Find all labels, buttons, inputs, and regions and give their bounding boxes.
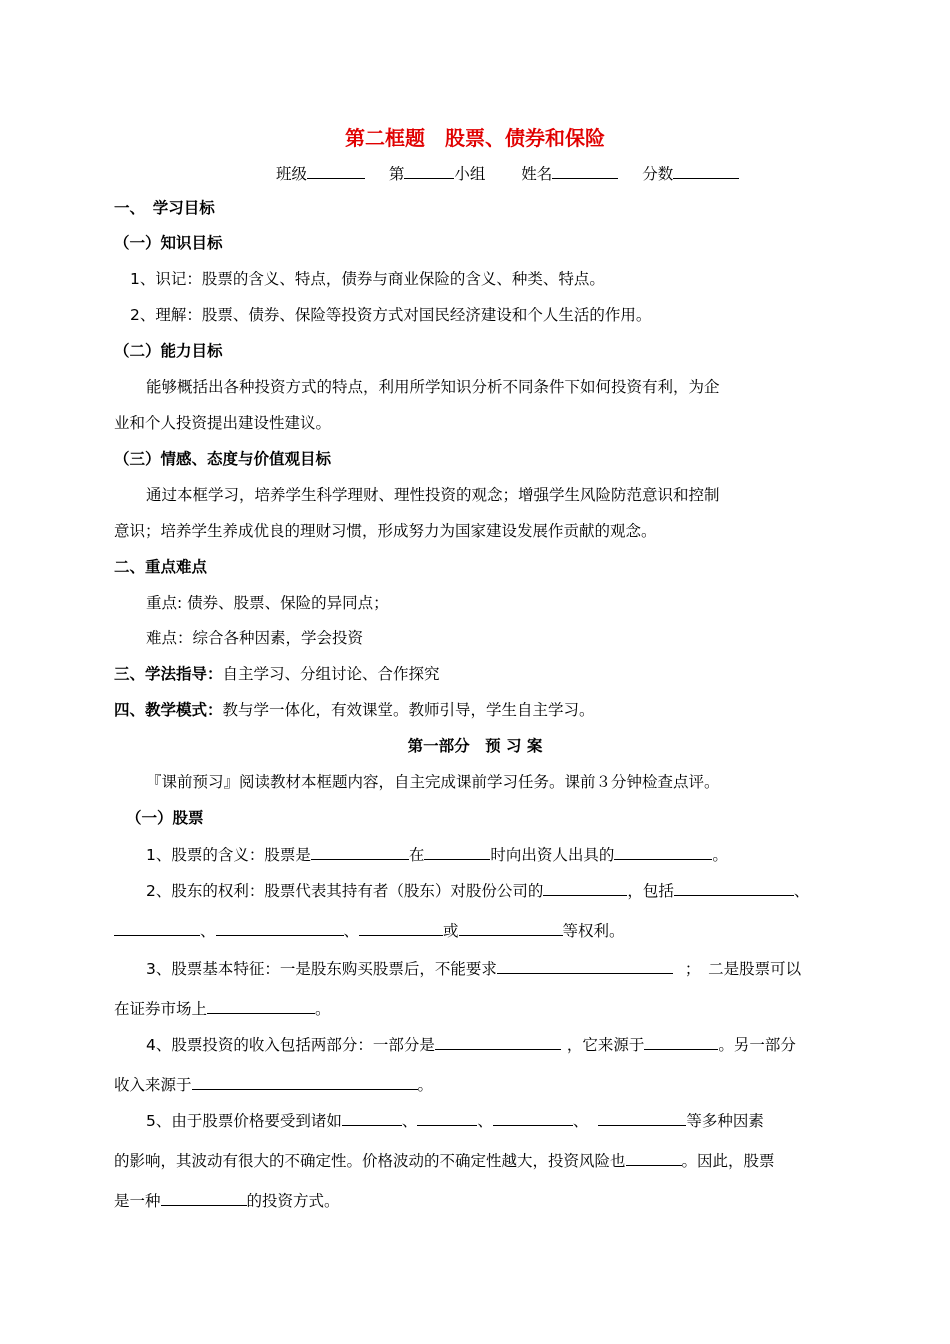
subheading-stocks: （一）股票 [126, 809, 204, 827]
q5-text-e: 等多种因素 [686, 1112, 764, 1130]
section-heading-method: 三、学法指导： [114, 665, 223, 683]
question-2-line-1 [146, 880, 910, 901]
q5-text-h: 是一种 [114, 1192, 161, 1210]
preview-intro: 『课前预习』阅读教材本框题内容，自主完成课前学习任务。课前３分钟检查点评。 [146, 773, 720, 791]
question-3-line-2 [114, 998, 866, 1019]
q1-blank-3[interactable] [614, 844, 712, 860]
q2-text-e: 、 [343, 922, 360, 940]
q5-blank-1[interactable] [342, 1110, 402, 1126]
q1-text-d: 。 [712, 846, 728, 864]
knowledge-item-1: 1、识记：股票的含义、特点，债券与商业保险的含义、种类、特点。 [130, 270, 605, 288]
q1-blank-2[interactable] [424, 844, 490, 860]
question-4-line-1 [146, 1034, 910, 1055]
mode-line [114, 700, 866, 720]
q1-text-c: 时向出资人出具的 [490, 846, 615, 864]
question-3-line-1 [146, 958, 910, 979]
emotion-text-line-1: 通过本框学习，培养学生科学理财、理性投资的观念；增强学生风险防范意识和控制 [146, 486, 720, 504]
q5-text-a: 5、由于股票价格要受到诸如 [146, 1112, 342, 1130]
q2-text-b: ，包括 [627, 882, 674, 900]
question-5-line-1 [146, 1110, 910, 1131]
difficult-point: 难点：综合各种因素，学会投资 [146, 629, 364, 647]
q4-text-c: 。另一部分 [718, 1036, 796, 1054]
score-blank[interactable] [673, 163, 739, 179]
name-blank[interactable] [552, 163, 618, 179]
part-one-heading: 第一部分 预 习 案 [407, 737, 543, 755]
document-title: 第二框题 股票、债券和保险 [345, 126, 605, 150]
q2-text-g: 等权利。 [562, 922, 625, 940]
question-5-line-2 [114, 1150, 910, 1171]
q4-blank-1[interactable] [435, 1034, 561, 1050]
q1-blank-1[interactable] [311, 844, 409, 860]
subheading-ability: （二）能力目标 [114, 342, 223, 360]
name-label: 姓名 [521, 165, 553, 183]
q3-text-b: ； 二是股票可以 [684, 960, 802, 978]
q3-text-d: 。 [315, 1000, 331, 1018]
q4-text-d: 收入来源于 [114, 1076, 192, 1094]
score-label: 分数 [642, 165, 674, 183]
student-info-line [276, 163, 866, 184]
knowledge-item-2: 2、理解：股票、债券、保险等投资方式对国民经济建设和个人生活的作用。 [130, 306, 652, 324]
q4-blank-2[interactable] [644, 1034, 718, 1050]
q2-blank-5[interactable] [359, 920, 443, 936]
group-label-pre: 第 [388, 165, 405, 183]
q4-text-e: 。 [417, 1076, 434, 1094]
question-2-line-2 [114, 920, 866, 941]
q1-text-a: 1、股票的含义：股票是 [146, 846, 311, 864]
question-1 [146, 844, 866, 865]
question-5-line-3 [114, 1190, 866, 1211]
q2-blank-2[interactable] [674, 880, 794, 896]
q5-text-i: 的投资方式。 [246, 1192, 340, 1210]
q5-blank-6[interactable] [161, 1190, 247, 1206]
q2-blank-4[interactable] [216, 920, 344, 936]
q4-text-a: 4、股票投资的收入包括两部分：一部分是 [146, 1036, 435, 1054]
q5-text-c: 、 [477, 1112, 493, 1130]
ability-text-line-1: 能够概括出各种投资方式的特点，利用所学知识分析不同条件下如何投资有利，为企 [146, 378, 720, 396]
q2-text-c: 、 [793, 882, 810, 900]
class-label: 班级 [276, 165, 308, 183]
q2-blank-1[interactable] [543, 880, 627, 896]
key-point: 重点: 债券、股票、保险的异同点； [146, 594, 389, 612]
group-blank[interactable] [404, 163, 454, 179]
method-line [114, 664, 866, 684]
mode-text: 教与学一体化，有效课堂。教师引导，学生自主学习。 [222, 701, 595, 719]
q3-blank-2[interactable] [207, 998, 315, 1014]
q2-blank-3[interactable] [114, 920, 200, 936]
q5-text-g: 。因此，股票 [681, 1152, 775, 1170]
class-blank[interactable] [307, 163, 365, 179]
subheading-emotion: （三）情感、态度与价值观目标 [114, 450, 332, 468]
q5-blank-3[interactable] [493, 1110, 573, 1126]
method-text: 自主学习、分组讨论、合作探究 [222, 665, 440, 683]
q4-text-b: ，它来源于 [566, 1036, 645, 1054]
q2-text-d: 、 [200, 922, 216, 940]
q5-text-b: 、 [401, 1112, 418, 1130]
q5-blank-2[interactable] [417, 1110, 477, 1126]
section-heading-objectives: 一、 学习目标 [114, 199, 215, 217]
group-label-post: 小组 [454, 165, 486, 183]
q3-blank-1[interactable] [497, 958, 673, 974]
section-heading-mode: 四、教学模式： [114, 701, 223, 719]
question-4-line-2 [114, 1074, 866, 1095]
q2-text-f: 或 [443, 922, 459, 940]
q1-text-b: 在 [408, 846, 425, 864]
q2-text-a: 2、股东的权利：股票代表其持有者（股东）对股份公司的 [146, 882, 544, 900]
ability-text-line-2: 业和个人投资提出建设性建议。 [114, 414, 332, 432]
q5-text-f: 的影响，其波动有很大的不确定性。价格波动的不确定性越大，投资风险也 [114, 1152, 626, 1170]
q5-blank-5[interactable] [626, 1150, 682, 1166]
q5-text-d: 、 [572, 1112, 589, 1130]
q3-text-c: 在证券市场上 [114, 1000, 208, 1018]
section-heading-key-points: 二、重点难点 [114, 558, 208, 576]
q5-blank-4[interactable] [598, 1110, 686, 1126]
q4-blank-3[interactable] [192, 1074, 418, 1090]
q3-text-a: 3、股票基本特征：一是股东购买股票后，不能要求 [146, 960, 497, 978]
subheading-knowledge: （一）知识目标 [114, 234, 223, 252]
q2-blank-6[interactable] [459, 920, 563, 936]
emotion-text-line-2: 意识；培养学生养成优良的理财习惯，形成努力为国家建设发展作贡献的观念。 [114, 522, 657, 540]
